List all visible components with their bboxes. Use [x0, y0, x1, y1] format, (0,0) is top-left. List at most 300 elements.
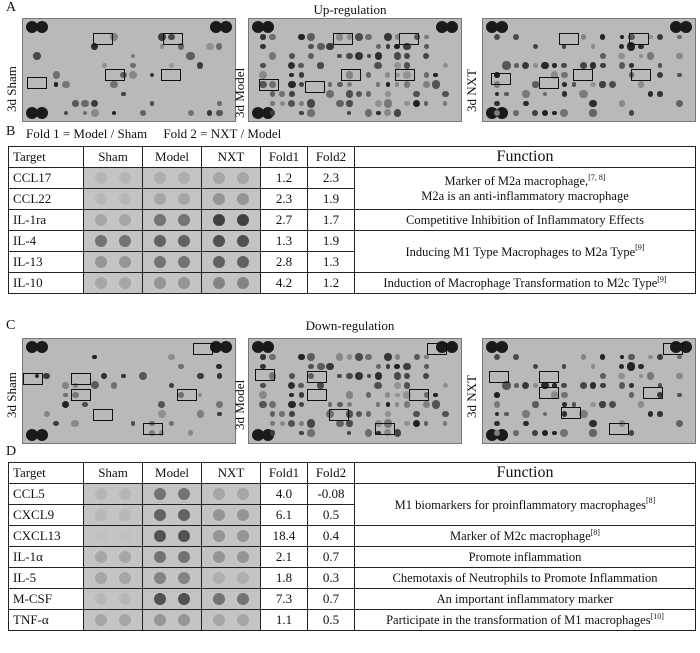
blot-c-model-label: 3d Model [232, 379, 247, 430]
array-spot [216, 364, 222, 370]
function-cell [355, 547, 696, 568]
array-spot [494, 101, 500, 107]
function-reference: [10] [650, 611, 664, 621]
array-spot [36, 429, 48, 441]
array-spot [619, 62, 625, 68]
array-spot [197, 410, 204, 417]
array-spot [639, 374, 644, 379]
array-spot [62, 401, 69, 408]
array-spot [279, 411, 285, 417]
fold1-cell: 18.4 [261, 526, 308, 547]
array-spot [495, 92, 499, 96]
array-spot [326, 90, 334, 98]
fold2-cell: 0.7 [308, 589, 355, 610]
array-spot [619, 100, 626, 107]
array-spot [347, 111, 351, 115]
table-row [9, 568, 696, 589]
array-spot [590, 82, 595, 87]
array-spot [288, 401, 296, 409]
array-spot [423, 373, 430, 380]
array-spot [375, 100, 382, 107]
blot-spot [237, 572, 249, 584]
array-spot [494, 354, 500, 360]
table-row [9, 273, 696, 294]
array-spot [404, 421, 410, 427]
highlight-box [259, 79, 279, 91]
array-spot [504, 412, 509, 417]
array-spot [375, 52, 382, 59]
array-spot [639, 54, 644, 59]
blot-sham-cell [84, 252, 143, 273]
array-spot [620, 35, 624, 39]
array-spot [404, 62, 411, 69]
blot-spot [213, 509, 225, 521]
array-spot [308, 364, 314, 370]
array-spot [270, 101, 276, 107]
blot-spot [95, 551, 107, 563]
array-spot [413, 411, 419, 417]
function-text: Marker of M2a macrophage, [444, 174, 589, 189]
array-spot [298, 34, 305, 41]
header-nxt: NXT [202, 147, 261, 168]
array-spot [63, 393, 68, 398]
array-spot [446, 21, 458, 33]
function-cell [355, 484, 696, 526]
blot-nxt-cell [202, 589, 261, 610]
function-cell [355, 210, 696, 231]
array-spot [129, 71, 137, 79]
array-spot [131, 54, 135, 58]
header-function: Function [355, 147, 696, 168]
blot-nxt-cell [202, 231, 261, 252]
array-spot [514, 63, 519, 68]
array-spot [62, 382, 69, 389]
target-cell: CCL5 [9, 484, 84, 505]
array-spot [562, 91, 567, 96]
array-spot [543, 412, 547, 416]
array-spot [336, 353, 343, 360]
blot-spot [119, 277, 131, 289]
array-spot [260, 63, 266, 69]
fold2-cell: 0.5 [308, 505, 355, 526]
blot-spot [154, 593, 166, 605]
highlight-box [71, 389, 91, 401]
function-cell [355, 231, 696, 273]
array-spot [260, 354, 265, 359]
array-spot [395, 82, 399, 86]
array-spot [197, 373, 204, 380]
array-spot [522, 62, 529, 69]
array-spot [366, 411, 372, 417]
array-spot [590, 382, 597, 389]
array-spot [197, 62, 203, 68]
array-spot [82, 402, 88, 408]
array-spot [394, 109, 401, 116]
array-spot [269, 354, 275, 360]
array-spot [677, 355, 682, 360]
blot-nxt-cell [202, 168, 261, 189]
array-spot [365, 429, 372, 436]
array-spot [494, 392, 500, 398]
array-spot [260, 44, 266, 50]
blot-spot [237, 235, 249, 247]
blot-spot [213, 235, 225, 247]
array-spot [121, 92, 126, 97]
array-spot [513, 34, 519, 40]
highlight-box [305, 81, 325, 93]
header-fold1: Fold1 [261, 463, 308, 484]
blot-spot [213, 572, 225, 584]
array-spot [629, 392, 634, 397]
array-spot [514, 383, 519, 388]
blot-spot [119, 551, 131, 563]
blot-spot [178, 614, 190, 626]
fold2-cell: 1.9 [308, 189, 355, 210]
fold2-cell: 0.4 [308, 526, 355, 547]
array-spot [289, 373, 295, 379]
blot-model-cell [143, 273, 202, 294]
array-spot [394, 52, 402, 60]
array-spot [648, 91, 653, 96]
array-spot [657, 411, 662, 416]
array-spot [355, 52, 362, 59]
header-model: Model [143, 463, 202, 484]
array-spot [365, 109, 372, 116]
array-spot [522, 410, 530, 418]
blot-sham-cell [84, 505, 143, 526]
array-spot [404, 373, 410, 379]
blot-spot [213, 277, 225, 289]
target-cell: CCL22 [9, 189, 84, 210]
array-spot [289, 73, 294, 78]
array-spot [71, 420, 79, 428]
function-reference: [8] [590, 527, 600, 537]
header-function: Function [355, 463, 696, 484]
function-text: Participate in the transformation of M1 macrophages [386, 613, 651, 628]
target-cell: IL-10 [9, 273, 84, 294]
highlight-box [663, 343, 683, 355]
array-spot [386, 82, 390, 86]
table-row [9, 484, 696, 505]
array-spot [423, 53, 430, 60]
blot-model-cell [143, 505, 202, 526]
array-spot [424, 421, 428, 425]
array-spot [560, 109, 568, 117]
array-spot [269, 34, 275, 40]
array-spot [376, 402, 381, 407]
blot-spot [178, 277, 190, 289]
blot-spot [95, 214, 107, 226]
target-cell: IL-1ra [9, 210, 84, 231]
array-spot [424, 72, 429, 77]
function-reference: [8] [645, 496, 656, 506]
function-cell [355, 610, 696, 631]
blot-nxt-cell [202, 526, 261, 547]
array-spot [188, 110, 194, 116]
array-spot [572, 402, 576, 406]
array-spot [280, 101, 285, 106]
array-spot [81, 100, 89, 108]
blot-nxt-cell [202, 189, 261, 210]
blot-spot [237, 172, 249, 184]
array-spot [169, 383, 174, 388]
blot-spot [154, 193, 166, 205]
array-spot [356, 411, 362, 417]
blot-model-cell [143, 610, 202, 631]
highlight-box [71, 373, 91, 385]
array-spot [270, 110, 276, 116]
array-spot [638, 81, 645, 88]
highlight-box [333, 33, 353, 45]
fold2-cell: 1.9 [308, 231, 355, 252]
array-spot [413, 420, 420, 427]
array-spot [374, 382, 382, 390]
blot-model-cell [143, 210, 202, 231]
blot-model-cell [143, 168, 202, 189]
array-spot [317, 62, 323, 68]
blot-spot [178, 214, 190, 226]
highlight-box [307, 371, 327, 383]
fold-definition: Fold 1 = Model / Sham Fold 2 = NXT / Model [26, 126, 282, 141]
target-cell: CCL17 [9, 168, 84, 189]
fold2-cell: 2.3 [308, 168, 355, 189]
array-spot [579, 90, 587, 98]
blot-a-nxt-label: 3d NXT [464, 69, 479, 112]
array-spot [91, 100, 99, 108]
blot-spot [95, 235, 107, 247]
function-text: Marker of M2c macrophage [450, 529, 591, 544]
highlight-box [93, 409, 113, 421]
array-spot [572, 82, 576, 86]
array-spot [317, 43, 325, 51]
array-spot [367, 54, 371, 58]
highlight-box [23, 373, 43, 385]
blot-nxt-cell [202, 610, 261, 631]
blot-spot [95, 572, 107, 584]
array-spot [676, 420, 683, 427]
array-spot [346, 391, 354, 399]
array-spot [186, 52, 194, 60]
array-spot [432, 80, 440, 88]
array-spot [513, 354, 519, 360]
array-spot [589, 429, 596, 436]
array-spot [121, 374, 126, 379]
array-spot [533, 44, 539, 50]
blot-a-model-label: 3d Model [232, 67, 247, 118]
fold1-cell: 2.1 [261, 547, 308, 568]
array-spot [561, 383, 567, 389]
array-spot [280, 421, 285, 426]
array-spot [404, 401, 410, 407]
array-spot [92, 355, 96, 359]
array-spot [308, 53, 314, 59]
array-spot [64, 111, 68, 115]
header-model: Model [143, 147, 202, 168]
blot-spot [237, 593, 249, 605]
blot-spot [237, 256, 249, 268]
array-spot [433, 393, 438, 398]
array-spot [150, 101, 154, 105]
array-spot [102, 63, 107, 68]
array-spot [443, 63, 448, 68]
panel-a-title: Up-regulation [313, 2, 387, 17]
array-spot [299, 402, 305, 408]
blot-spot [178, 235, 190, 247]
array-spot [443, 383, 448, 388]
blot-sham-cell [84, 589, 143, 610]
blot-spot [95, 256, 107, 268]
array-spot [346, 53, 353, 60]
array-spot [591, 44, 596, 49]
highlight-box [27, 77, 47, 89]
array-spot [307, 109, 314, 116]
blot-spot [119, 509, 131, 521]
array-spot [53, 71, 60, 78]
array-spot [288, 100, 295, 107]
array-spot [289, 411, 295, 417]
array-spot [308, 44, 314, 50]
blot-spot [213, 193, 225, 205]
array-spot [562, 364, 566, 368]
array-spot [424, 44, 429, 49]
blot-spot [213, 256, 225, 268]
highlight-box [177, 389, 197, 401]
blot-spot [119, 614, 131, 626]
blot-spot [119, 256, 131, 268]
array-spot [337, 374, 342, 379]
highlight-box [629, 33, 649, 45]
array-spot [629, 430, 635, 436]
array-spot [581, 354, 587, 360]
array-spot [299, 82, 305, 88]
array-spot [423, 401, 430, 408]
array-spot [676, 100, 683, 107]
array-spot [299, 431, 304, 436]
array-spot [375, 372, 382, 379]
array-spot [346, 373, 353, 380]
array-spot [270, 430, 276, 436]
fold2-cell: 1.2 [308, 273, 355, 294]
array-spot [648, 355, 653, 360]
blot-spot [237, 277, 249, 289]
header-fold2: Fold2 [308, 147, 355, 168]
fold1-cell: 2.7 [261, 210, 308, 231]
highlight-box [399, 33, 419, 45]
blot-model-cell [143, 252, 202, 273]
array-spot [394, 372, 402, 380]
array-spot [288, 81, 296, 89]
blot-nxt-cell [202, 252, 261, 273]
blot-spot [95, 277, 107, 289]
array-spot [442, 91, 448, 97]
array-spot [600, 53, 606, 59]
blot-spot [154, 509, 166, 521]
blot-model-cell [143, 568, 202, 589]
table-row [9, 168, 696, 189]
array-spot [376, 364, 381, 369]
array-spot [523, 101, 529, 107]
array-spot [589, 420, 597, 428]
blot-c-sham-label: 3d Sham [4, 372, 19, 418]
highlight-box [307, 389, 327, 401]
array-spot [83, 111, 87, 115]
array-spot [600, 34, 605, 39]
highlight-box [161, 69, 181, 81]
array-spot [395, 402, 399, 406]
array-spot [36, 341, 48, 353]
function-cell [355, 273, 696, 294]
array-spot [496, 21, 508, 33]
array-spot [533, 63, 537, 67]
array-spot [270, 411, 275, 416]
array-spot [160, 44, 164, 48]
array-spot [502, 61, 510, 69]
array-spot [366, 72, 372, 78]
array-spot [618, 53, 625, 60]
array-spot [424, 355, 429, 360]
array-spot [562, 82, 567, 87]
array-spot [366, 392, 372, 398]
blot-spot [154, 530, 166, 542]
table-row [9, 526, 696, 547]
array-spot [543, 92, 547, 96]
array-spot [532, 110, 538, 116]
fold2-cell: 1.7 [308, 210, 355, 231]
array-spot [541, 62, 548, 69]
blot-spot [154, 214, 166, 226]
array-spot [677, 73, 682, 78]
function-cell [355, 589, 696, 610]
array-spot [356, 91, 362, 97]
array-spot [337, 82, 343, 88]
array-spot [395, 354, 400, 359]
fold2-cell: 0.3 [308, 568, 355, 589]
array-spot [494, 34, 500, 40]
array-spot [169, 63, 174, 68]
array-spot [542, 430, 548, 436]
blot-model-cell [143, 484, 202, 505]
blot-spot [178, 509, 190, 521]
array-spot [676, 53, 683, 60]
array-spot [532, 401, 538, 407]
function-text: An important inflammatory marker [436, 591, 614, 606]
highlight-box [341, 69, 361, 81]
array-spot [647, 372, 655, 380]
array-spot [495, 412, 499, 416]
array-spot [365, 34, 372, 41]
blot-spot [178, 172, 190, 184]
array-spot [220, 341, 232, 353]
blot-spot [95, 593, 107, 605]
blot-sham-cell [84, 547, 143, 568]
fold1-cell: 6.1 [261, 505, 308, 526]
array-spot [216, 110, 223, 117]
target-cell: TNF-α [9, 610, 84, 631]
array-spot [580, 382, 587, 389]
array-spot [279, 91, 285, 97]
function-text: Inducing M1 Type Macrophages to M2a Type [405, 244, 636, 259]
blot-spot [213, 593, 225, 605]
array-spot [259, 71, 267, 79]
array-spot [36, 21, 48, 33]
panel-c-letter: C [6, 318, 16, 333]
array-spot [552, 63, 556, 67]
blot-spot [119, 488, 131, 500]
array-spot [522, 382, 529, 389]
array-spot [648, 35, 653, 40]
highlight-box [395, 69, 415, 81]
table-row [9, 210, 696, 231]
